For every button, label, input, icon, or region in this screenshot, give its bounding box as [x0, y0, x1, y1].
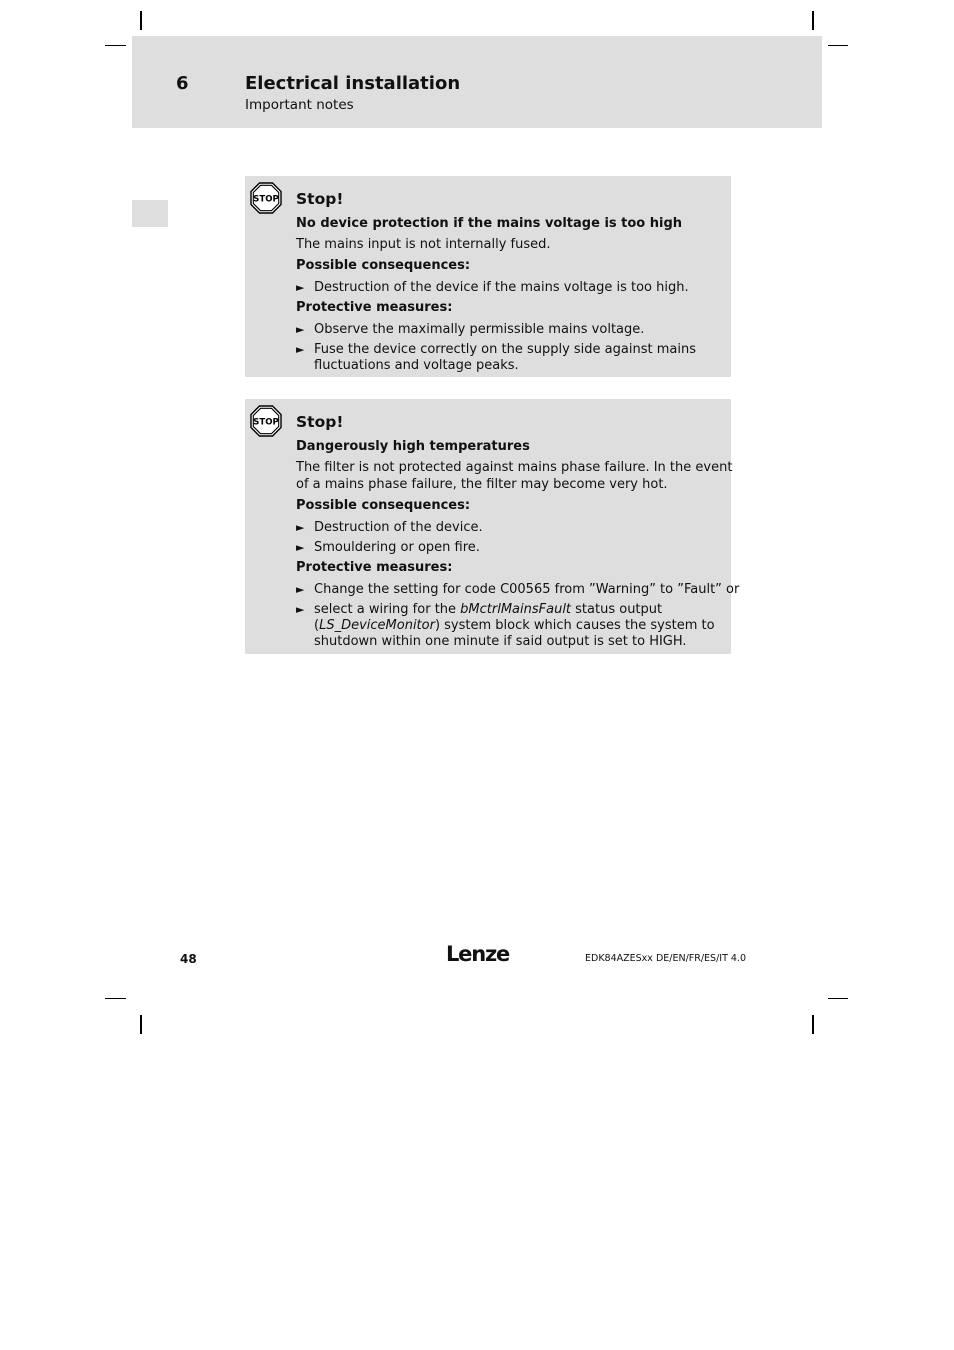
crop-mark: [828, 45, 848, 46]
stop-sign-icon: [250, 405, 282, 437]
chapter-number: 6: [176, 73, 189, 94]
crop-mark: [812, 11, 814, 30]
chapter-title: Electrical installation: [245, 73, 461, 94]
bullet-arrow-icon: ►: [296, 603, 305, 616]
measures-label: Protective measures:: [296, 300, 453, 315]
consequences-label: Possible consequences:: [296, 498, 471, 513]
notice-description: The mains input is not internally fused.: [296, 237, 551, 252]
chapter-subtitle: Important notes: [245, 97, 354, 113]
block-name: LS_DeviceMonitor: [319, 618, 435, 633]
stop-sign-text: STOP: [253, 417, 279, 428]
crop-mark: [140, 11, 142, 30]
notice-description: of a mains phase failure, the filter may become very hot.: [296, 477, 668, 492]
bullet-arrow-icon: ►: [296, 281, 305, 294]
document-id: EDK84AZESxx DE/EN/FR/ES/IT 4.0: [585, 953, 746, 964]
bullet-arrow-icon: ►: [296, 323, 305, 336]
bullet-arrow-icon: ►: [296, 343, 305, 356]
notice-heading: Dangerously high temperatures: [296, 439, 530, 454]
notice-heading: No device protection if the mains voltage is too high: [296, 216, 683, 231]
stop-sign-text: STOP: [253, 194, 279, 205]
stop-notice-1: STOP Stop! No device protection if the mains voltage is too high The mains input is not internally fused. Possible consequences: ► Destruction of the device if the mains voltage is too high. Protective measures: ► Observe the maximally permissible mains voltage. ► Fuse the device correctly on the supply side against mains fluctuations and voltage peaks.: [245, 176, 731, 377]
crop-mark: [812, 1015, 814, 1034]
stop-sign-icon: [250, 182, 282, 214]
crop-mark: [140, 1015, 142, 1034]
signal-name: bMctrlMainsFault: [460, 602, 572, 617]
bullet-arrow-icon: ►: [296, 583, 305, 596]
consequences-label: Possible consequences:: [296, 258, 471, 273]
notice-description: The filter is not protected against mains phase failure. In the event: [296, 460, 733, 475]
crop-mark: [828, 998, 848, 999]
lenze-logo: Lenze: [446, 942, 510, 966]
notice-title: Stop!: [296, 413, 344, 431]
page-number: 48: [180, 952, 197, 966]
chapter-side-tab: [132, 200, 168, 227]
measures-label: Protective measures:: [296, 560, 453, 575]
bullet-arrow-icon: ►: [296, 541, 305, 554]
chapter-header-band: [132, 36, 822, 128]
notice-title: Stop!: [296, 190, 344, 208]
stop-notice-2: STOP Stop! Dangerously high temperatures The filter is not protected against mains phase failure. In the event of a mains phase failure, the filter may become very hot. Possible consequences: ► Destruction of the device. ► Smouldering or open fire. Protective measures: ► Change the setting for code C00565 from ”Warning” to ”Fault” or ► select a wiring for the bMctrlMainsFault status output (LS_DeviceMonitor) system block which causes the system to shutdown within one minute if said output is set to HIGH.: [245, 399, 731, 654]
crop-mark: [105, 998, 126, 999]
bullet-arrow-icon: ►: [296, 521, 305, 534]
crop-mark: [105, 45, 126, 46]
